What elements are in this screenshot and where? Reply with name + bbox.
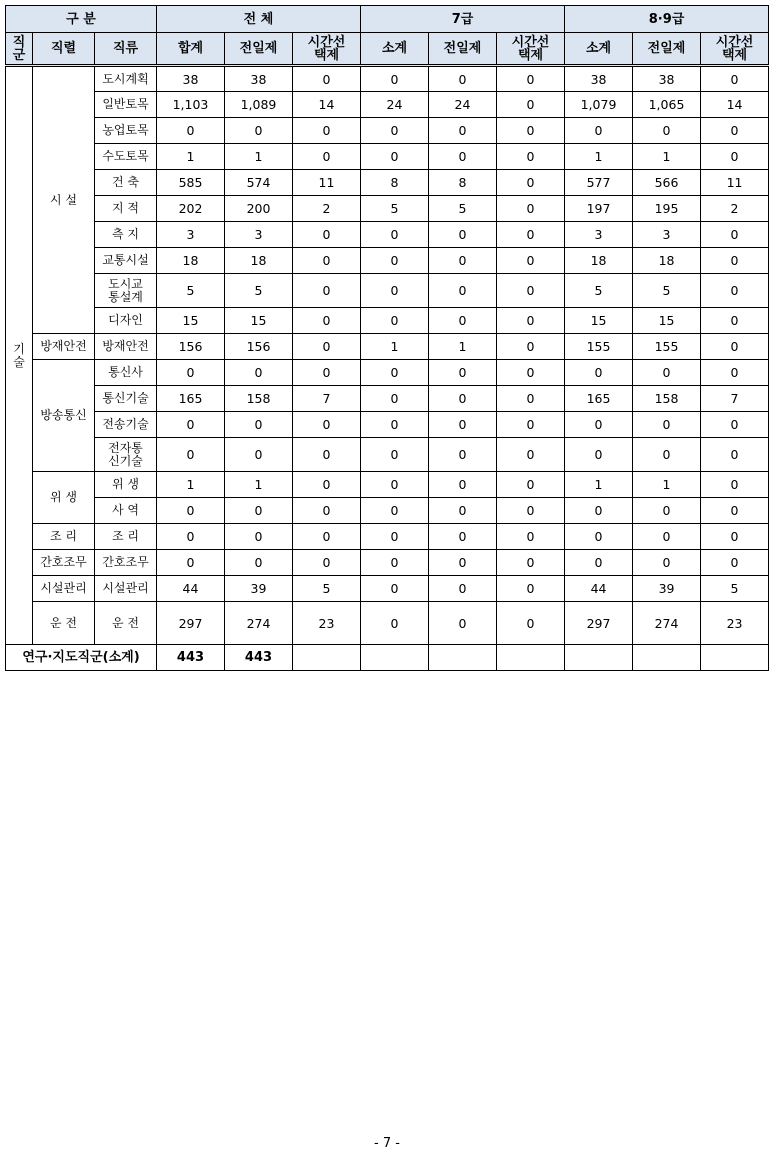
value-cell: 0 xyxy=(361,576,429,602)
value-cell: 0 xyxy=(633,412,701,438)
jikryu-cell: 전송기술 xyxy=(95,412,157,438)
jikryu-cell: 지 적 xyxy=(95,196,157,222)
value-cell: 18 xyxy=(157,248,225,274)
value-cell: 0 xyxy=(293,334,361,360)
value-cell: 0 xyxy=(225,360,293,386)
value-cell: 0 xyxy=(361,308,429,334)
value-cell: 297 xyxy=(565,602,633,645)
header-g7-full: 전일제 xyxy=(429,33,497,66)
jikryu-cell: 조 리 xyxy=(95,524,157,550)
value-cell: 0 xyxy=(429,144,497,170)
value-cell: 297 xyxy=(157,602,225,645)
jikryu-cell xyxy=(95,274,157,308)
jikryu-cell: 교통시설 xyxy=(95,248,157,274)
value-cell: 24 xyxy=(361,92,429,118)
value-cell: 24 xyxy=(429,92,497,118)
value-cell: 38 xyxy=(157,66,225,92)
table-row xyxy=(6,576,769,602)
value-cell: 3 xyxy=(565,222,633,248)
header-jikryeol: 직렬 xyxy=(33,33,95,66)
value-cell: 0 xyxy=(497,524,565,550)
jikryeol-cell: 시 설 xyxy=(33,66,95,334)
value-cell: 577 xyxy=(565,170,633,196)
value-cell: 0 xyxy=(497,308,565,334)
value-cell: 0 xyxy=(429,66,497,92)
value-cell: 1 xyxy=(361,334,429,360)
jikryu-cell: 도시계획 xyxy=(95,66,157,92)
value-cell: 0 xyxy=(701,248,769,274)
value-cell: 1 xyxy=(633,472,701,498)
jikryu-cell: 방재안전 xyxy=(95,334,157,360)
value-cell: 1 xyxy=(633,144,701,170)
value-cell: 0 xyxy=(633,524,701,550)
subtotal-value: 443 xyxy=(157,645,225,671)
jikryu-cell: 사 역 xyxy=(95,498,157,524)
value-cell: 38 xyxy=(565,66,633,92)
value-cell: 0 xyxy=(701,308,769,334)
value-cell: 0 xyxy=(701,524,769,550)
table-row xyxy=(6,360,769,386)
subtotal-value xyxy=(701,645,769,671)
value-cell: 274 xyxy=(225,602,293,645)
value-cell: 155 xyxy=(565,334,633,360)
value-cell: 0 xyxy=(429,498,497,524)
value-cell: 0 xyxy=(497,360,565,386)
value-cell: 566 xyxy=(633,170,701,196)
value-cell: 0 xyxy=(361,222,429,248)
value-cell: 15 xyxy=(225,308,293,334)
value-cell: 1 xyxy=(157,144,225,170)
jikryu-cell: 통신기술 xyxy=(95,386,157,412)
value-cell: 5 xyxy=(429,196,497,222)
jikgun-cell xyxy=(6,66,33,645)
value-cell: 0 xyxy=(497,602,565,645)
value-cell: 1 xyxy=(225,144,293,170)
value-cell: 0 xyxy=(225,498,293,524)
value-cell: 155 xyxy=(633,334,701,360)
value-cell: 5 xyxy=(633,274,701,308)
value-cell: 0 xyxy=(293,498,361,524)
value-cell: 0 xyxy=(361,274,429,308)
value-cell: 5 xyxy=(361,196,429,222)
value-cell: 0 xyxy=(429,360,497,386)
value-cell: 0 xyxy=(225,438,293,472)
subtotal-value xyxy=(429,645,497,671)
value-cell: 202 xyxy=(157,196,225,222)
subtotal-value xyxy=(497,645,565,671)
value-cell: 0 xyxy=(429,602,497,645)
subtotal-row xyxy=(6,645,769,671)
subtotal-value: 443 xyxy=(225,645,293,671)
table-row xyxy=(6,602,769,645)
value-cell: 0 xyxy=(225,118,293,144)
header-grade7: 7급 xyxy=(361,6,565,33)
value-cell: 585 xyxy=(157,170,225,196)
value-cell: 38 xyxy=(633,66,701,92)
value-cell: 0 xyxy=(361,602,429,645)
value-cell: 0 xyxy=(701,498,769,524)
table-row xyxy=(6,274,769,308)
value-cell: 5 xyxy=(157,274,225,308)
value-cell: 0 xyxy=(429,274,497,308)
value-cell: 0 xyxy=(497,386,565,412)
jikryeol-cell: 위 생 xyxy=(33,472,95,524)
value-cell: 0 xyxy=(157,498,225,524)
page-number: - 7 - xyxy=(374,1136,400,1151)
value-cell: 0 xyxy=(157,438,225,472)
value-cell: 7 xyxy=(293,386,361,412)
header-g7-flex-text: 시간선택제 xyxy=(511,34,550,63)
value-cell: 0 xyxy=(225,550,293,576)
value-cell: 0 xyxy=(361,248,429,274)
value-cell: 0 xyxy=(497,576,565,602)
value-cell: 0 xyxy=(293,550,361,576)
value-cell: 0 xyxy=(157,524,225,550)
value-cell: 0 xyxy=(361,118,429,144)
jikryu-label: 전자통신기술 xyxy=(108,440,143,468)
header-g89-full: 전일제 xyxy=(633,33,701,66)
value-cell: 8 xyxy=(429,170,497,196)
value-cell: 0 xyxy=(701,550,769,576)
header-g7-flex xyxy=(497,33,565,66)
jikryu-cell: 건 축 xyxy=(95,170,157,196)
value-cell: 0 xyxy=(293,360,361,386)
value-cell: 0 xyxy=(565,360,633,386)
value-cell: 0 xyxy=(701,118,769,144)
value-cell: 39 xyxy=(225,576,293,602)
value-cell: 0 xyxy=(497,170,565,196)
value-cell: 0 xyxy=(429,412,497,438)
value-cell: 0 xyxy=(225,412,293,438)
value-cell: 5 xyxy=(293,576,361,602)
table-row xyxy=(6,386,769,412)
table-row xyxy=(6,92,769,118)
value-cell: 1,079 xyxy=(565,92,633,118)
value-cell: 0 xyxy=(157,550,225,576)
value-cell: 0 xyxy=(293,412,361,438)
table-row xyxy=(6,334,769,360)
value-cell: 0 xyxy=(701,472,769,498)
value-cell: 0 xyxy=(497,92,565,118)
value-cell: 0 xyxy=(565,412,633,438)
table-row xyxy=(6,66,769,92)
value-cell: 0 xyxy=(565,550,633,576)
value-cell: 0 xyxy=(429,248,497,274)
header-g7-sub: 소계 xyxy=(361,33,429,66)
value-cell: 0 xyxy=(361,438,429,472)
value-cell: 165 xyxy=(157,386,225,412)
value-cell: 11 xyxy=(293,170,361,196)
value-cell: 44 xyxy=(565,576,633,602)
value-cell: 0 xyxy=(497,498,565,524)
header-total-sum: 합계 xyxy=(157,33,225,66)
value-cell: 0 xyxy=(361,360,429,386)
value-cell: 1 xyxy=(157,472,225,498)
subtotal-value xyxy=(361,645,429,671)
value-cell: 23 xyxy=(701,602,769,645)
value-cell: 0 xyxy=(497,118,565,144)
value-cell: 0 xyxy=(701,360,769,386)
value-cell: 0 xyxy=(293,118,361,144)
table-row xyxy=(6,308,769,334)
value-cell: 15 xyxy=(565,308,633,334)
header-jikgun-text: 직군 xyxy=(12,34,26,63)
value-cell: 0 xyxy=(497,274,565,308)
jikryu-cell: 위 생 xyxy=(95,472,157,498)
jikryu-cell: 농업토목 xyxy=(95,118,157,144)
subtotal-value xyxy=(633,645,701,671)
value-cell: 0 xyxy=(497,66,565,92)
table-row xyxy=(6,196,769,222)
value-cell: 1,103 xyxy=(157,92,225,118)
jikryu-cell: 운 전 xyxy=(95,602,157,645)
value-cell: 0 xyxy=(497,472,565,498)
value-cell: 0 xyxy=(361,412,429,438)
header-group: 구 분 xyxy=(6,6,157,33)
value-cell: 0 xyxy=(429,438,497,472)
table-row xyxy=(6,412,769,438)
value-cell: 18 xyxy=(225,248,293,274)
header-total: 전 체 xyxy=(157,6,361,33)
value-cell: 0 xyxy=(429,550,497,576)
subtotal-label: 연구·지도직군(소계) xyxy=(6,645,157,671)
value-cell: 0 xyxy=(361,550,429,576)
value-cell: 158 xyxy=(633,386,701,412)
value-cell: 2 xyxy=(293,196,361,222)
jikryu-cell: 일반토목 xyxy=(95,92,157,118)
value-cell: 0 xyxy=(701,222,769,248)
value-cell: 0 xyxy=(565,438,633,472)
header-g89-flex xyxy=(701,33,769,66)
value-cell: 0 xyxy=(429,472,497,498)
value-cell: 1 xyxy=(565,472,633,498)
value-cell: 0 xyxy=(565,118,633,144)
value-cell: 0 xyxy=(293,66,361,92)
jikryu-cell: 측 지 xyxy=(95,222,157,248)
value-cell: 0 xyxy=(293,308,361,334)
value-cell: 0 xyxy=(293,524,361,550)
value-cell: 0 xyxy=(565,524,633,550)
value-cell: 39 xyxy=(633,576,701,602)
jikryeol-cell: 방송통신 xyxy=(33,360,95,472)
jikryu-cell: 시설관리 xyxy=(95,576,157,602)
value-cell: 195 xyxy=(633,196,701,222)
value-cell: 156 xyxy=(157,334,225,360)
header-total-full: 전일제 xyxy=(225,33,293,66)
value-cell: 5 xyxy=(565,274,633,308)
value-cell: 0 xyxy=(361,524,429,550)
table-row xyxy=(6,438,769,472)
jikryeol-cell: 방재안전 xyxy=(33,334,95,360)
value-cell: 200 xyxy=(225,196,293,222)
table-row xyxy=(6,472,769,498)
value-cell: 1 xyxy=(565,144,633,170)
value-cell: 0 xyxy=(361,66,429,92)
value-cell: 3 xyxy=(157,222,225,248)
value-cell: 0 xyxy=(361,472,429,498)
table-row xyxy=(6,118,769,144)
value-cell: 18 xyxy=(633,248,701,274)
table-row xyxy=(6,248,769,274)
table-row xyxy=(6,550,769,576)
value-cell: 158 xyxy=(225,386,293,412)
value-cell: 0 xyxy=(157,412,225,438)
jikryu-cell: 수도토목 xyxy=(95,144,157,170)
jikgun-label: 기술 xyxy=(13,341,25,369)
jikryu-cell xyxy=(95,438,157,472)
value-cell: 3 xyxy=(225,222,293,248)
header-g89-sub: 소계 xyxy=(565,33,633,66)
value-cell: 0 xyxy=(701,274,769,308)
value-cell: 1,065 xyxy=(633,92,701,118)
jikryu-cell: 통신사 xyxy=(95,360,157,386)
value-cell: 0 xyxy=(429,386,497,412)
value-cell: 0 xyxy=(633,438,701,472)
value-cell: 44 xyxy=(157,576,225,602)
value-cell: 0 xyxy=(633,360,701,386)
value-cell: 0 xyxy=(293,438,361,472)
value-cell: 38 xyxy=(225,66,293,92)
value-cell: 7 xyxy=(701,386,769,412)
header-jikgun xyxy=(6,33,33,66)
value-cell: 0 xyxy=(701,438,769,472)
value-cell: 0 xyxy=(497,412,565,438)
subtotal-value xyxy=(565,645,633,671)
header-jikryu: 직류 xyxy=(95,33,157,66)
value-cell: 0 xyxy=(497,144,565,170)
value-cell: 1 xyxy=(429,334,497,360)
value-cell: 156 xyxy=(225,334,293,360)
header-total-flex-text: 시간선택제 xyxy=(307,34,346,63)
value-cell: 0 xyxy=(701,412,769,438)
value-cell: 0 xyxy=(293,248,361,274)
jikryeol-cell: 간호조무 xyxy=(33,550,95,576)
header-g89-flex-text: 시간선택제 xyxy=(715,34,754,63)
value-cell: 5 xyxy=(701,576,769,602)
value-cell: 0 xyxy=(429,222,497,248)
value-cell: 15 xyxy=(157,308,225,334)
personnel-table xyxy=(5,5,769,671)
value-cell: 1 xyxy=(225,472,293,498)
value-cell: 0 xyxy=(361,144,429,170)
value-cell: 0 xyxy=(701,334,769,360)
table-row xyxy=(6,524,769,550)
value-cell: 3 xyxy=(633,222,701,248)
value-cell: 0 xyxy=(701,144,769,170)
value-cell: 0 xyxy=(293,274,361,308)
subtotal-value xyxy=(293,645,361,671)
jikryeol-cell: 조 리 xyxy=(33,524,95,550)
value-cell: 0 xyxy=(429,118,497,144)
value-cell: 11 xyxy=(701,170,769,196)
value-cell: 165 xyxy=(565,386,633,412)
value-cell: 1,089 xyxy=(225,92,293,118)
jikryu-cell: 간호조무 xyxy=(95,550,157,576)
value-cell: 0 xyxy=(633,118,701,144)
value-cell: 23 xyxy=(293,602,361,645)
table-row xyxy=(6,498,769,524)
value-cell: 0 xyxy=(497,248,565,274)
value-cell: 0 xyxy=(225,524,293,550)
value-cell: 197 xyxy=(565,196,633,222)
table-row xyxy=(6,222,769,248)
value-cell: 0 xyxy=(497,550,565,576)
header-grade89: 8·9급 xyxy=(565,6,769,33)
value-cell: 574 xyxy=(225,170,293,196)
value-cell: 0 xyxy=(497,334,565,360)
value-cell: 0 xyxy=(497,438,565,472)
value-cell: 0 xyxy=(429,308,497,334)
value-cell: 274 xyxy=(633,602,701,645)
value-cell: 8 xyxy=(361,170,429,196)
value-cell: 2 xyxy=(701,196,769,222)
value-cell: 0 xyxy=(293,222,361,248)
table-row xyxy=(6,170,769,196)
value-cell: 0 xyxy=(429,524,497,550)
value-cell: 0 xyxy=(633,550,701,576)
value-cell: 5 xyxy=(225,274,293,308)
value-cell: 14 xyxy=(701,92,769,118)
value-cell: 0 xyxy=(497,196,565,222)
value-cell: 0 xyxy=(497,222,565,248)
value-cell: 14 xyxy=(293,92,361,118)
value-cell: 0 xyxy=(157,118,225,144)
value-cell: 0 xyxy=(701,66,769,92)
value-cell: 0 xyxy=(565,498,633,524)
table-row xyxy=(6,144,769,170)
value-cell: 15 xyxy=(633,308,701,334)
value-cell: 0 xyxy=(429,576,497,602)
jikryu-label: 도시교통설계 xyxy=(108,276,143,304)
jikryeol-cell: 시설관리 xyxy=(33,576,95,602)
value-cell: 0 xyxy=(293,144,361,170)
value-cell: 18 xyxy=(565,248,633,274)
value-cell: 0 xyxy=(361,386,429,412)
value-cell: 0 xyxy=(361,498,429,524)
table-body xyxy=(6,66,769,671)
value-cell: 0 xyxy=(157,360,225,386)
value-cell: 0 xyxy=(293,472,361,498)
jikryeol-cell: 운 전 xyxy=(33,602,95,645)
header-total-flex xyxy=(293,33,361,66)
value-cell: 0 xyxy=(633,498,701,524)
jikryu-cell: 디자인 xyxy=(95,308,157,334)
